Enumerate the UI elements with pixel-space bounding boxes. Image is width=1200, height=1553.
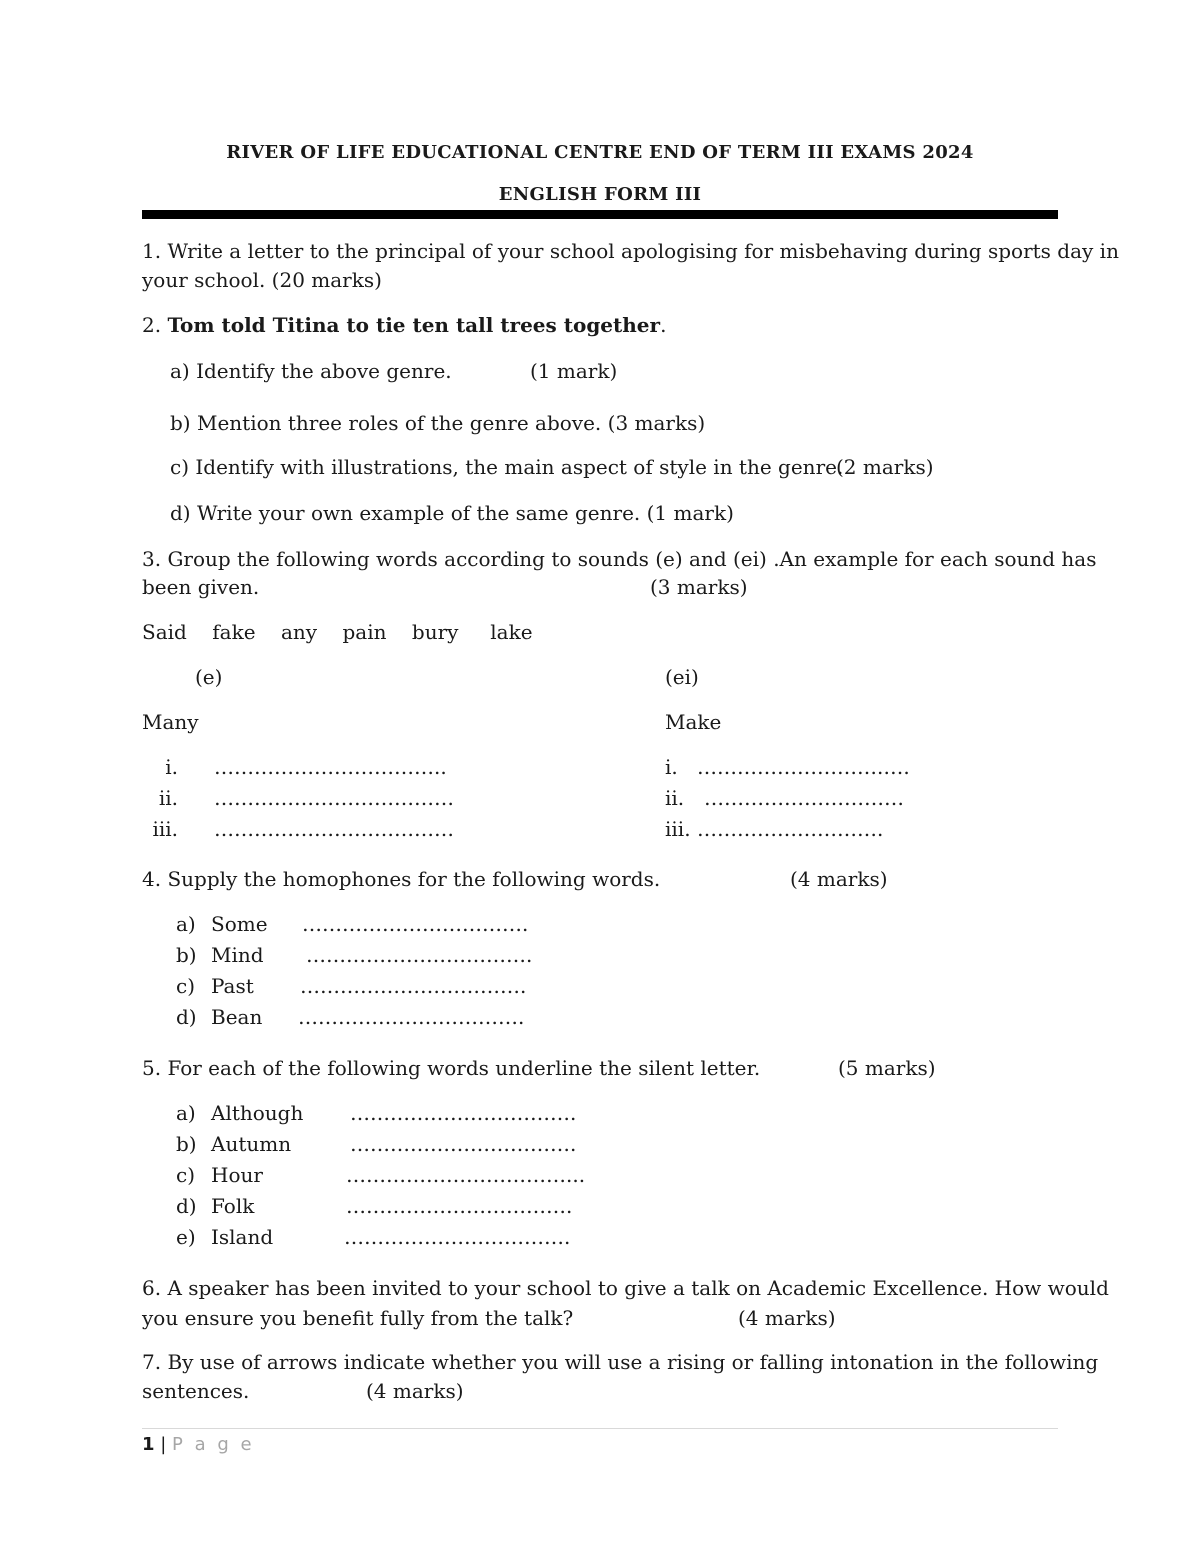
- q2a-text: a) Identify the above genre.: [170, 359, 452, 383]
- q2c-text: c) Identify with illustrations, the main aspect of style in the genre.: [170, 455, 844, 479]
- q1-line1: 1. Write a letter to the principal of your school apologising for misbehaving during sports day in: [142, 239, 1119, 263]
- q7-line2-marks: (4 marks): [366, 1379, 464, 1403]
- q4-item-word: Bean: [211, 1005, 263, 1029]
- q5-item-word: Island: [211, 1225, 274, 1249]
- q3-left-num-1: i.: [165, 755, 178, 779]
- q4-item-word: Mind: [211, 943, 264, 967]
- q3-right-num-2: ii.: [665, 786, 685, 810]
- q3-line1: 3. Group the following words according to sounds (e) and (ei) .An example for each sound has: [142, 547, 1097, 571]
- q5-item-word: Hour: [211, 1163, 263, 1187]
- q3-col-ei-head: (ei): [665, 665, 699, 689]
- q5-item-label: c): [176, 1163, 196, 1187]
- q3-left-num-3: iii.: [152, 817, 178, 841]
- q5-marks: (5 marks): [838, 1056, 936, 1080]
- q2c-marks: (2 marks): [836, 455, 934, 479]
- exam-subtitle: ENGLISH FORM III: [498, 184, 702, 205]
- q3-right-blank-3: ……………………….: [697, 817, 884, 841]
- q3-right-blank-1: ……………………….….: [697, 755, 910, 779]
- q4-item-word: Past: [211, 974, 254, 998]
- q4-item-label: a): [176, 912, 196, 936]
- q3-line2-text: been given.: [142, 575, 260, 599]
- footer-separator: |: [154, 1434, 173, 1455]
- q5-item-label: d): [176, 1194, 197, 1218]
- q4-item-blank: …………………………….: [300, 974, 527, 998]
- q3-left-blank-3: ………………………………: [214, 817, 454, 841]
- q4-item-blank: …………………………….: [298, 1005, 525, 1029]
- page-number: 1: [142, 1434, 155, 1455]
- q2-period: .: [660, 313, 667, 337]
- q3-right-blank-2: …………………………: [704, 786, 904, 810]
- q5-item-blank: …………………………….: [350, 1132, 577, 1156]
- header-rule: [142, 210, 1058, 219]
- q3-col-e-head: (e): [195, 665, 223, 689]
- q4-item-label: c): [176, 974, 196, 998]
- q2b-text: b) Mention three roles of the genre above. (3 marks): [170, 411, 706, 435]
- q4-item-label: d): [176, 1005, 197, 1029]
- q4-text: 4. Supply the homophones for the following words.: [142, 867, 661, 891]
- q3-right-num-3: iii.: [665, 817, 691, 841]
- q3-left-blank-2: ………………………………: [214, 786, 454, 810]
- q2-heading: [142, 311, 666, 339]
- q5-item-blank: ……………………………...: [346, 1163, 586, 1187]
- q5-item-blank: …………………………….: [344, 1225, 571, 1249]
- q5-item-word: Autumn: [211, 1132, 292, 1156]
- q4-item-blank: …………………………….: [302, 912, 529, 936]
- q4-marks: (4 marks): [790, 867, 888, 891]
- q3-right-num-1: i.: [665, 755, 678, 779]
- q1-line2: your school. (20 marks): [142, 268, 382, 292]
- q6-line2-marks: (4 marks): [738, 1306, 836, 1330]
- q2d-text: d) Write your own example of the same genre. (1 mark): [170, 501, 734, 525]
- q2-sentence: Tom told Titina to tie ten tall trees together: [167, 313, 661, 337]
- q3-left-blank-1: ……………………………..: [214, 755, 447, 779]
- q4-item-word: Some: [211, 912, 268, 936]
- q3-col-e-example: Many: [142, 710, 199, 734]
- page-footer: [142, 1434, 255, 1455]
- q3-line2-marks: (3 marks): [650, 575, 748, 599]
- q5-item-word: Although: [211, 1101, 304, 1125]
- q4-item-label: b): [176, 943, 197, 967]
- page-word: P a g e: [172, 1434, 255, 1455]
- q5-item-word: Folk: [211, 1194, 255, 1218]
- q3-col-ei-example: Make: [665, 710, 722, 734]
- q5-item-blank: …………………………….: [346, 1194, 573, 1218]
- q5-text: 5. For each of the following words underline the silent letter.: [142, 1056, 761, 1080]
- q2-number: 2.: [142, 313, 168, 337]
- q7-line1: 7. By use of arrows indicate whether you will use a rising or falling intonation in the following: [142, 1350, 1099, 1374]
- q5-item-label: e): [176, 1225, 196, 1249]
- q6-line2-text: you ensure you benefit fully from the talk?: [142, 1306, 574, 1330]
- q3-word-list: Said fake any pain bury lake: [142, 620, 533, 644]
- q5-item-label: a): [176, 1101, 196, 1125]
- footer-rule: [142, 1428, 1058, 1429]
- q6-line1: 6. A speaker has been invited to your school to give a talk on Academic Excellence. How would: [142, 1276, 1109, 1300]
- q2a-marks: (1 mark): [530, 359, 618, 383]
- q4-item-blank: …………………………….: [306, 943, 533, 967]
- q7-line2-text: sentences.: [142, 1379, 250, 1403]
- q5-item-blank: …………………………….: [350, 1101, 577, 1125]
- exam-title: RIVER OF LIFE EDUCATIONAL CENTRE END OF TERM III EXAMS 2024: [226, 142, 974, 163]
- q3-left-num-2: ii.: [158, 786, 178, 810]
- q5-item-label: b): [176, 1132, 197, 1156]
